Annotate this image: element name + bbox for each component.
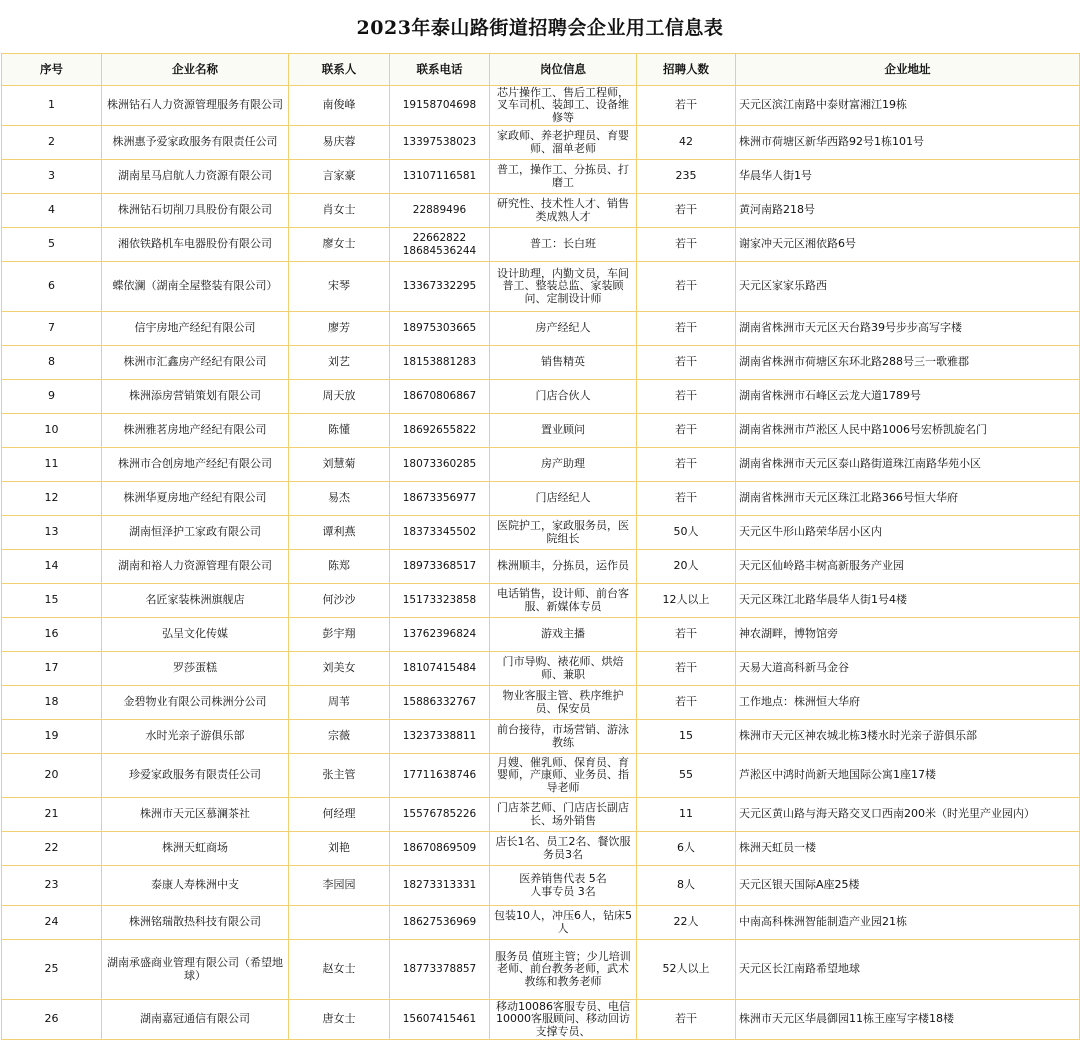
cell-phone: 13107116581 [390, 160, 490, 194]
cell-count: 若干 [637, 652, 736, 686]
table-row [2, 720, 1080, 754]
cell-phone: 18692655822 [390, 414, 490, 448]
cell-phone: 13762396824 [390, 618, 490, 652]
cell-count: 若干 [637, 618, 736, 652]
sheet-title: 2023年泰山路街道招聘会企业用工信息表 [356, 17, 724, 39]
cell-address: 天元区黄山路与海天路交叉口西南200米（时光里产业园内） [736, 798, 1080, 832]
cell-company: 株洲市汇鑫房产经纪有限公司 [102, 346, 289, 380]
table-row [2, 86, 1080, 126]
cell-count: 22人 [637, 906, 736, 940]
cell-phone: 18373345502 [390, 516, 490, 550]
cell-phone: 13397538023 [390, 126, 490, 160]
cell-count: 6人 [637, 832, 736, 866]
table-row [2, 798, 1080, 832]
cell-address: 天元区珠江北路华晨华人街1号4楼 [736, 584, 1080, 618]
cell-address: 天元区牛形山路荣华居小区内 [736, 516, 1080, 550]
table-row [2, 686, 1080, 720]
cell-contact: 赵女士 [289, 940, 390, 1000]
cell-contact: 周天放 [289, 380, 390, 414]
cell-no: 18 [2, 686, 102, 720]
cell-address: 中南高科株洲智能制造产业园21栋 [736, 906, 1080, 940]
cell-address: 湖南省株洲市荷塘区东环北路288号三一歌雅郡 [736, 346, 1080, 380]
cell-no: 2 [2, 126, 102, 160]
recruitment-table [1, 53, 1080, 1040]
cell-contact: 何经理 [289, 798, 390, 832]
cell-company: 株洲雅茗房地产经纪有限公司 [102, 414, 289, 448]
cell-address: 神农湖畔，博物馆旁 [736, 618, 1080, 652]
cell-company: 株洲钻石人力资源管理服务有限公司 [102, 86, 289, 126]
table-row [2, 550, 1080, 584]
cell-contact: 周苇 [289, 686, 390, 720]
cell-no: 14 [2, 550, 102, 584]
table-row [2, 228, 1080, 262]
cell-phone: 18073360285 [390, 448, 490, 482]
table-row [2, 194, 1080, 228]
cell-no: 23 [2, 866, 102, 906]
cell-count: 若干 [637, 194, 736, 228]
table-row [2, 940, 1080, 1000]
cell-address: 天元区滨江南路中泰财富湘江19栋 [736, 86, 1080, 126]
table-row [2, 516, 1080, 550]
cell-phone: 17711638746 [390, 754, 490, 798]
cell-company: 罗莎蛋糕 [102, 652, 289, 686]
cell-position: 家政师、养老护理员、育婴师、溜单老师 [490, 126, 637, 160]
cell-contact: 刘美女 [289, 652, 390, 686]
cell-position: 电话销售，设计师、前台客服、新媒体专员 [490, 584, 637, 618]
cell-contact: 李园园 [289, 866, 390, 906]
cell-company: 湖南和裕人力资源管理有限公司 [102, 550, 289, 584]
cell-count: 若干 [637, 86, 736, 126]
cell-phone: 18153881283 [390, 346, 490, 380]
cell-position: 房产助理 [490, 448, 637, 482]
table-row [2, 414, 1080, 448]
table-row [2, 754, 1080, 798]
cell-position: 月嫂、催乳师、保育员、育婴师，产康师、业务员、指导老师 [490, 754, 637, 798]
cell-no: 19 [2, 720, 102, 754]
cell-position: 房产经纪人 [490, 312, 637, 346]
header-position: 岗位信息 [490, 54, 637, 86]
cell-address: 芦淞区中鸿时尚新天地国际公寓1座17楼 [736, 754, 1080, 798]
cell-phone: 15607415461 [390, 1000, 490, 1040]
cell-no: 22 [2, 832, 102, 866]
table-row [2, 346, 1080, 380]
cell-company: 金碧物业有限公司株洲分公司 [102, 686, 289, 720]
header-address: 企业地址 [736, 54, 1080, 86]
cell-company: 湖南承盛商业管理有限公司（希望地球） [102, 940, 289, 1000]
cell-no: 5 [2, 228, 102, 262]
cell-company: 株洲铭瑞散热科技有限公司 [102, 906, 289, 940]
cell-contact: 刘艳 [289, 832, 390, 866]
cell-company: 湖南嘉冠通信有限公司 [102, 1000, 289, 1040]
cell-company: 株洲惠予爱家政服务有限责任公司 [102, 126, 289, 160]
table-row [2, 832, 1080, 866]
cell-position: 普工：长白班 [490, 228, 637, 262]
cell-contact: 言家豪 [289, 160, 390, 194]
cell-no: 16 [2, 618, 102, 652]
cell-position: 门店经纪人 [490, 482, 637, 516]
cell-address: 株洲市荷塘区新华西路92号1栋101号 [736, 126, 1080, 160]
cell-address: 天元区银天国际A座25楼 [736, 866, 1080, 906]
cell-contact: 肖女士 [289, 194, 390, 228]
cell-phone: 22662822 18684536244 [390, 228, 490, 262]
cell-phone: 15173323858 [390, 584, 490, 618]
cell-phone: 15576785226 [390, 798, 490, 832]
cell-contact: 张主管 [289, 754, 390, 798]
cell-address: 湖南省株洲市天元区珠江北路366号恒大华府 [736, 482, 1080, 516]
cell-count: 若干 [637, 414, 736, 448]
cell-company: 株洲天虹商场 [102, 832, 289, 866]
cell-contact: 廖芳 [289, 312, 390, 346]
cell-position: 门店合伙人 [490, 380, 637, 414]
cell-count: 若干 [637, 262, 736, 312]
cell-no: 4 [2, 194, 102, 228]
cell-no: 20 [2, 754, 102, 798]
header-row [2, 54, 1080, 86]
cell-count: 若干 [637, 228, 736, 262]
cell-address: 工作地点：株洲恒大华府 [736, 686, 1080, 720]
cell-count: 235 [637, 160, 736, 194]
cell-company: 珍爱家政服务有限责任公司 [102, 754, 289, 798]
table-row [2, 866, 1080, 906]
cell-position: 物业客服主管、秩序维护员、保安员 [490, 686, 637, 720]
cell-address: 株洲市天元区华晨御园11栋王座写字楼18楼 [736, 1000, 1080, 1040]
table-row [2, 584, 1080, 618]
cell-contact [289, 906, 390, 940]
cell-contact: 刘慧菊 [289, 448, 390, 482]
cell-phone: 18975303665 [390, 312, 490, 346]
cell-position: 移动10086客服专员、电信10000客服顾问、移动回访支撑专员、 [490, 1000, 637, 1040]
cell-count: 若干 [637, 1000, 736, 1040]
header-count: 招聘人数 [637, 54, 736, 86]
cell-phone: 13367332295 [390, 262, 490, 312]
cell-company: 株洲钻石切削刀具股份有限公司 [102, 194, 289, 228]
cell-no: 8 [2, 346, 102, 380]
cell-phone: 18773378857 [390, 940, 490, 1000]
cell-position: 医养销售代表 5名 人事专员 3名 [490, 866, 637, 906]
cell-company: 株洲华夏房地产经纪有限公司 [102, 482, 289, 516]
cell-count: 55 [637, 754, 736, 798]
cell-phone: 18670806867 [390, 380, 490, 414]
cell-company: 名匠家装株洲旗舰店 [102, 584, 289, 618]
cell-phone: 19158704698 [390, 86, 490, 126]
cell-no: 10 [2, 414, 102, 448]
cell-position: 普工，操作工、分拣员、打磨工 [490, 160, 637, 194]
cell-position: 医院护工，家政服务员，医院组长 [490, 516, 637, 550]
cell-phone: 18673356977 [390, 482, 490, 516]
cell-position: 置业顾问 [490, 414, 637, 448]
cell-no: 17 [2, 652, 102, 686]
cell-phone: 18273313331 [390, 866, 490, 906]
cell-count: 20人 [637, 550, 736, 584]
cell-no: 24 [2, 906, 102, 940]
cell-address: 湖南省株洲市芦淞区人民中路1006号宏桥凯旋名门 [736, 414, 1080, 448]
cell-no: 13 [2, 516, 102, 550]
cell-contact: 唐女士 [289, 1000, 390, 1040]
header-phone: 联系电话 [390, 54, 490, 86]
cell-position: 芯片操作工、售后工程师，叉车司机、装卸工、设备维修等 [490, 86, 637, 126]
cell-company: 株洲市合创房地产经纪有限公司 [102, 448, 289, 482]
cell-address: 湖南省株洲市石峰区云龙大道1789号 [736, 380, 1080, 414]
cell-count: 若干 [637, 686, 736, 720]
cell-address: 谢家冲天元区湘依路6号 [736, 228, 1080, 262]
cell-position: 包装10人，冲压6人，钻床5人 [490, 906, 637, 940]
cell-address: 株洲天虹员一楼 [736, 832, 1080, 866]
cell-contact: 宋琴 [289, 262, 390, 312]
cell-company: 株洲市天元区慕澜茶社 [102, 798, 289, 832]
cell-position: 游戏主播 [490, 618, 637, 652]
table-row [2, 1000, 1080, 1040]
cell-count: 42 [637, 126, 736, 160]
cell-company: 蝶依澜（湖南全屋整装有限公司） [102, 262, 289, 312]
cell-count: 若干 [637, 346, 736, 380]
cell-contact: 彭宇翔 [289, 618, 390, 652]
cell-contact: 陈郑 [289, 550, 390, 584]
cell-no: 25 [2, 940, 102, 1000]
cell-phone: 22889496 [390, 194, 490, 228]
cell-company: 株洲添房营销策划有限公司 [102, 380, 289, 414]
cell-address: 天元区仙岭路丰树高新服务产业园 [736, 550, 1080, 584]
cell-count: 50人 [637, 516, 736, 550]
cell-address: 株洲市天元区神农城北栋3楼水时光亲子游俱乐部 [736, 720, 1080, 754]
cell-contact: 廖女士 [289, 228, 390, 262]
cell-count: 11 [637, 798, 736, 832]
cell-no: 21 [2, 798, 102, 832]
cell-count: 若干 [637, 380, 736, 414]
table-row [2, 160, 1080, 194]
cell-address: 天元区长江南路希望地球 [736, 940, 1080, 1000]
table-row [2, 126, 1080, 160]
cell-no: 12 [2, 482, 102, 516]
cell-position: 门店茶艺师、门店店长副店长、场外销售 [490, 798, 637, 832]
table-row [2, 312, 1080, 346]
cell-address: 天元区家家乐路西 [736, 262, 1080, 312]
table-row [2, 262, 1080, 312]
cell-company: 湖南星马启航人力资源有限公司 [102, 160, 289, 194]
header-company: 企业名称 [102, 54, 289, 86]
cell-position: 前台接待，市场营销、游泳教练 [490, 720, 637, 754]
cell-position: 设计助理，内勤文员，车间普工、整装总监、家装顾问、定制设计师 [490, 262, 637, 312]
header-no: 序号 [2, 54, 102, 86]
table-row [2, 380, 1080, 414]
cell-phone: 13237338811 [390, 720, 490, 754]
cell-contact: 谭利燕 [289, 516, 390, 550]
cell-no: 6 [2, 262, 102, 312]
cell-count: 若干 [637, 448, 736, 482]
cell-company: 湘依铁路机车电器股份有限公司 [102, 228, 289, 262]
table-row [2, 652, 1080, 686]
cell-address: 湖南省株洲市天元区天台路39号步步高写字楼 [736, 312, 1080, 346]
cell-company: 水时光亲子游俱乐部 [102, 720, 289, 754]
cell-phone: 15886332767 [390, 686, 490, 720]
cell-address: 天易大道高科新马金谷 [736, 652, 1080, 686]
cell-no: 9 [2, 380, 102, 414]
cell-position: 株洲顺丰，分拣员，运作员 [490, 550, 637, 584]
cell-company: 信宇房地产经纪有限公司 [102, 312, 289, 346]
cell-address: 黄河南路218号 [736, 194, 1080, 228]
table-row [2, 482, 1080, 516]
cell-count: 12人以上 [637, 584, 736, 618]
cell-count: 15 [637, 720, 736, 754]
header-contact: 联系人 [289, 54, 390, 86]
table-row [2, 618, 1080, 652]
cell-contact: 何沙沙 [289, 584, 390, 618]
cell-phone: 18973368517 [390, 550, 490, 584]
cell-count: 52人以上 [637, 940, 736, 1000]
cell-company: 弘呈文化传媒 [102, 618, 289, 652]
cell-no: 26 [2, 1000, 102, 1040]
cell-phone: 18107415484 [390, 652, 490, 686]
cell-address: 湖南省株洲市天元区泰山路街道珠江南路华苑小区 [736, 448, 1080, 482]
cell-position: 服务员 值班主管；少儿培训老师、前台教务老师，武术教练和教务老师 [490, 940, 637, 1000]
cell-no: 7 [2, 312, 102, 346]
cell-contact: 易杰 [289, 482, 390, 516]
cell-contact: 易庆蓉 [289, 126, 390, 160]
cell-phone: 18670869509 [390, 832, 490, 866]
cell-no: 15 [2, 584, 102, 618]
table-row [2, 906, 1080, 940]
table-row [2, 448, 1080, 482]
cell-no: 11 [2, 448, 102, 482]
cell-phone: 18627536969 [390, 906, 490, 940]
cell-no: 1 [2, 86, 102, 126]
cell-position: 店长1名、员工2名、餐饮服务员3名 [490, 832, 637, 866]
cell-count: 8人 [637, 866, 736, 906]
cell-count: 若干 [637, 482, 736, 516]
cell-contact: 陈懂 [289, 414, 390, 448]
cell-address: 华晨华人街1号 [736, 160, 1080, 194]
cell-position: 门市导购、裱花师、烘焙师、兼职 [490, 652, 637, 686]
cell-position: 研究性、技术性人才、销售类成熟人才 [490, 194, 637, 228]
cell-no: 3 [2, 160, 102, 194]
cell-position: 销售精英 [490, 346, 637, 380]
cell-contact: 宗薇 [289, 720, 390, 754]
cell-contact: 刘艺 [289, 346, 390, 380]
cell-count: 若干 [637, 312, 736, 346]
cell-contact: 南俊峰 [289, 86, 390, 126]
cell-company: 湖南恒泽护工家政有限公司 [102, 516, 289, 550]
cell-company: 泰康人寿株洲中支 [102, 866, 289, 906]
